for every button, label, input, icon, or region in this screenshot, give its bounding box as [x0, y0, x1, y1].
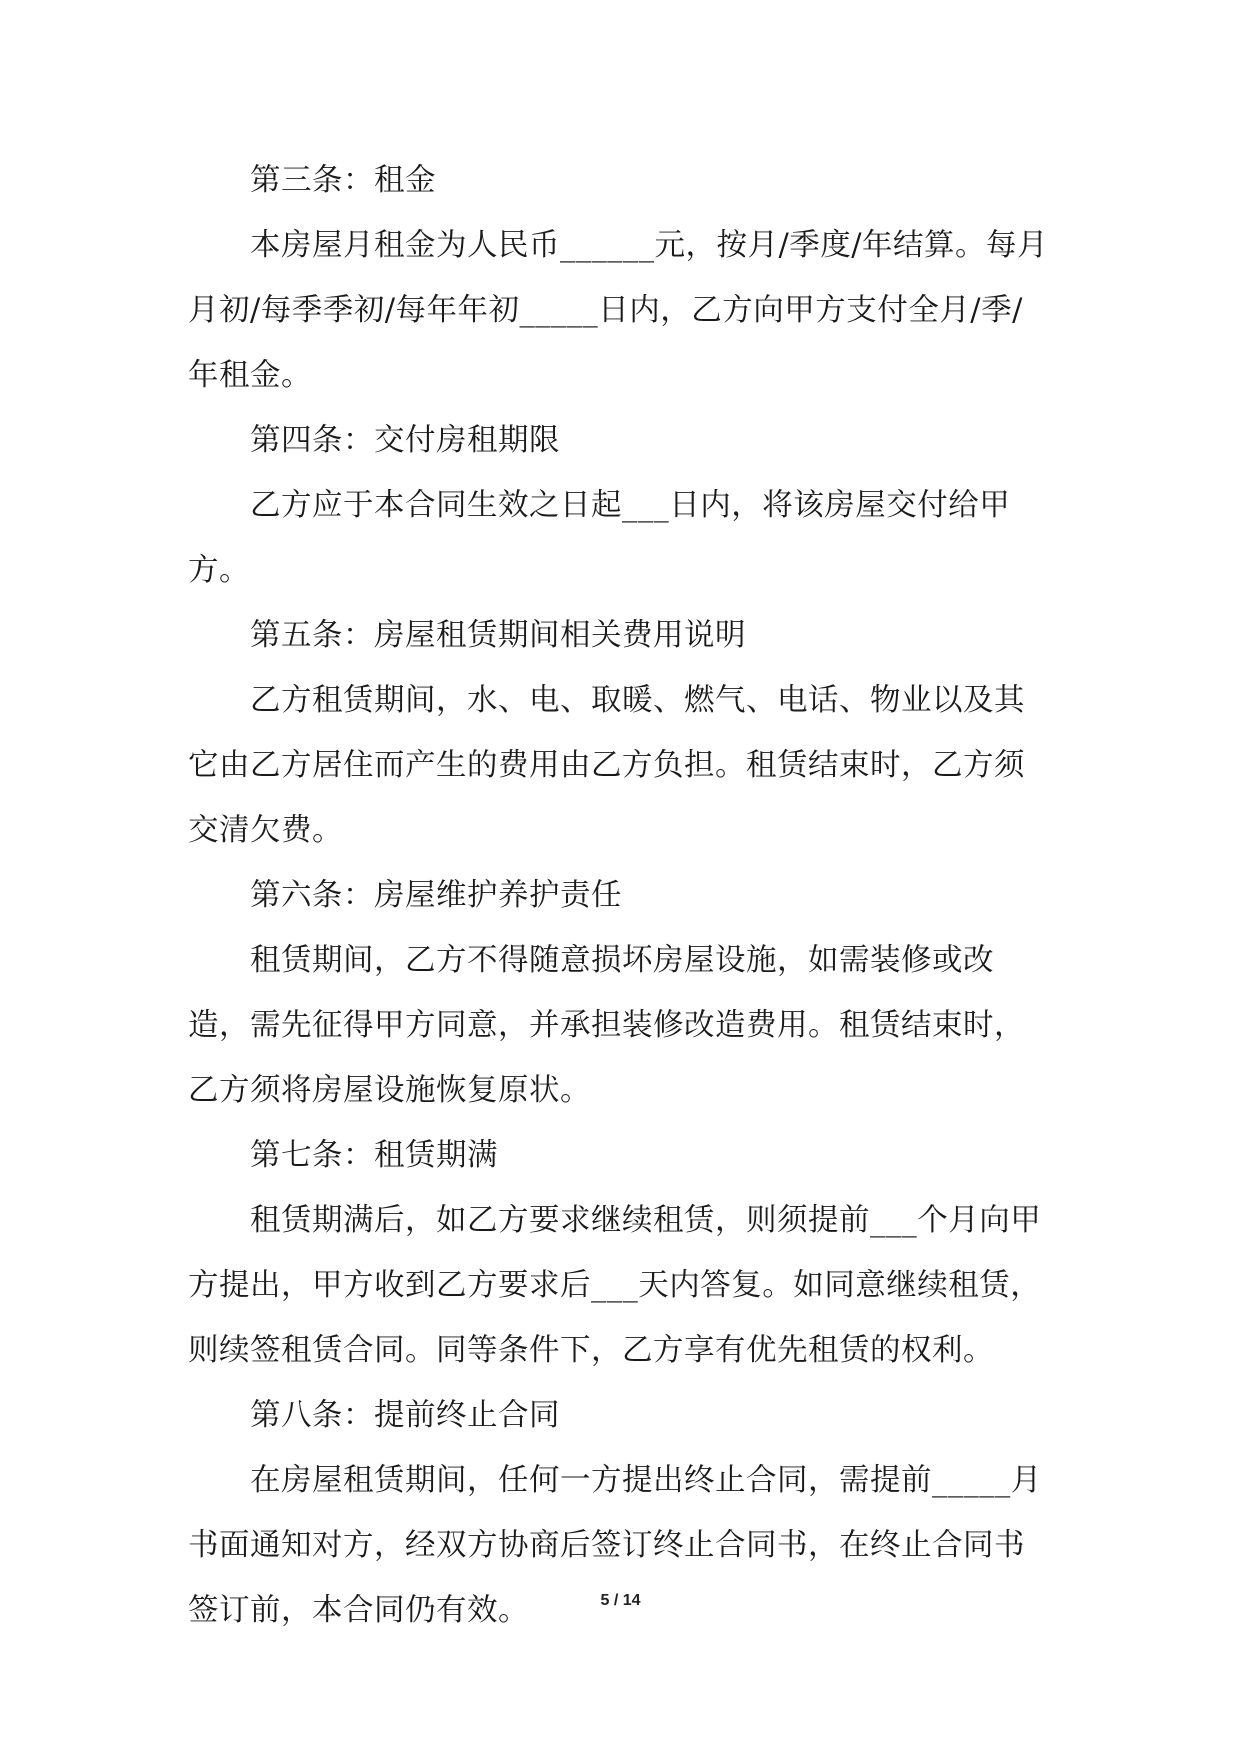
- clause-5-heading: 第五条：房屋租赁期间相关费用说明: [250, 618, 746, 653]
- clause-3-heading: 第三条：租金: [250, 163, 436, 198]
- clause-6-heading: 第六条：房屋维护养护责任: [250, 878, 622, 913]
- clause-5-text: 乙方租赁期间，水、电、取暖、燃气、电话、物业以及其它由乙方居住而产生的费用由乙方负担。租赁结束时，乙方须交清欠费。: [188, 683, 1025, 848]
- clause-4-text: 乙方应于本合同生效之日起___日内，将该房屋交付给甲方。: [188, 488, 1011, 588]
- document-body: [188, 148, 1053, 1643]
- clause-4-heading: 第四条：交付房租期限: [250, 423, 560, 458]
- clause-8-text: 在房屋租赁期间，任何一方提出终止合同，需提前_____月书面通知对方，经双方协商后签订终止合同书，在终止合同书签订前，本合同仍有效。: [188, 1463, 1042, 1628]
- clause-7-text: 租赁期满后，如乙方要求继续租赁，则须提前___个月向甲方提出，甲方收到乙方要求后___天内答复。如同意继续租赁，则续签租赁合同。同等条件下，乙方享有优先租赁的权利。: [188, 1203, 1042, 1368]
- clause-6-text: 租赁期间，乙方不得随意损坏房屋设施，如需装修或改造，需先征得甲方同意，并承担装修改造费用。租赁结束时，乙方须将房屋设施恢复原状。: [188, 943, 1025, 1108]
- page-number: 5 / 14: [600, 1592, 641, 1609]
- clause-3-text: 本房屋月租金为人民币______元，按月/季度/年结算。每月月初/每季季初/每年年初_____日内，乙方向甲方支付全月/季/年租金。: [188, 228, 1049, 393]
- clause-8-heading: 第八条：提前终止合同: [250, 1398, 560, 1433]
- clause-7-heading: 第七条：租赁期满: [250, 1138, 498, 1173]
